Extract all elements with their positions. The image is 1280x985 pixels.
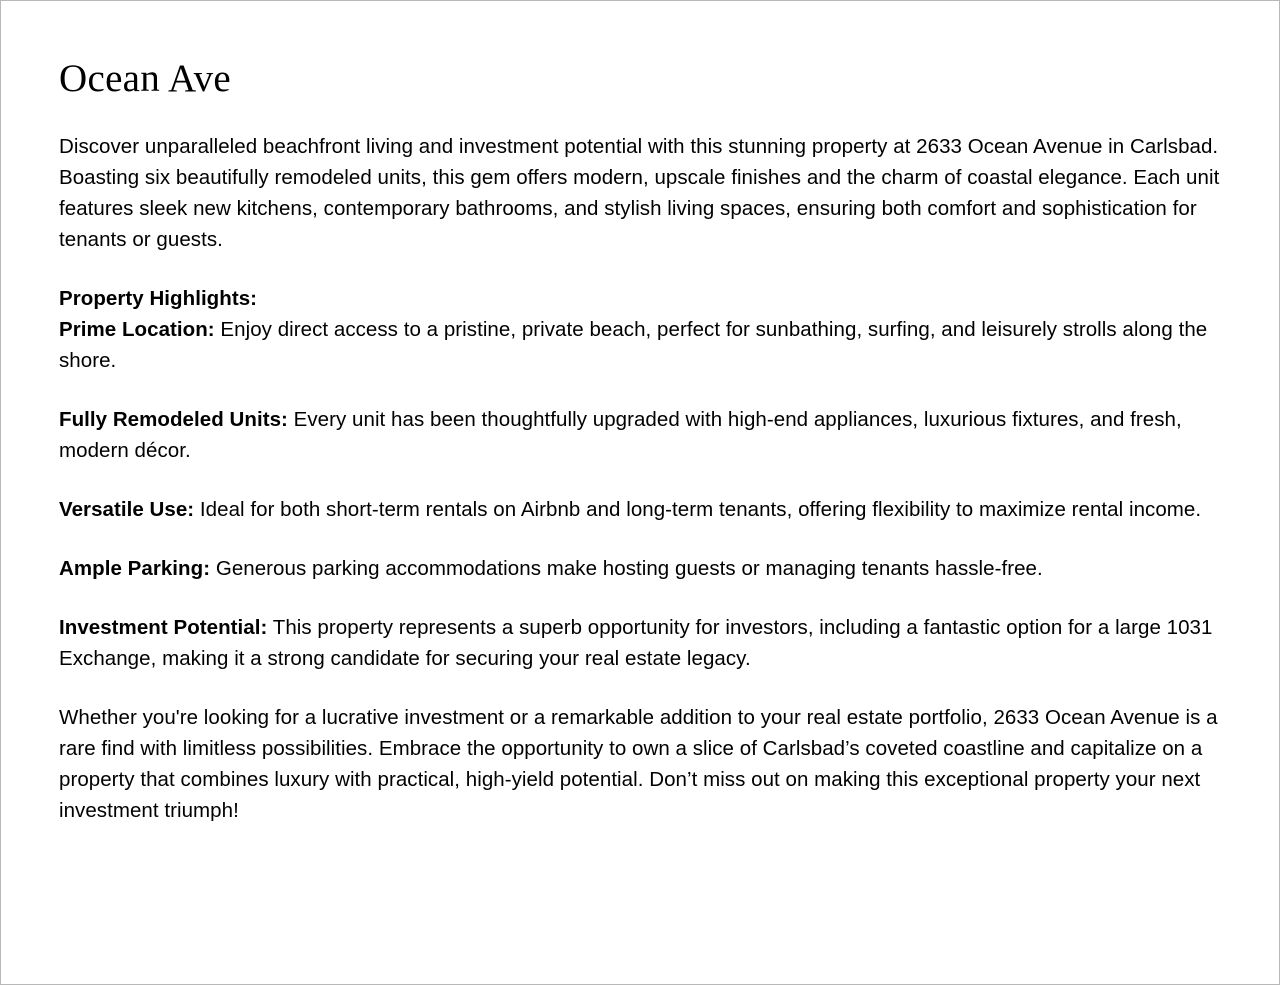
listing-content [59,59,1229,826]
highlight-ample-parking [59,553,1229,584]
highlight-text: This property represents a superb opportunity for investors, including a fantastic option for a large 1031 Exchange, making it a strong candidate for securing your real estate legacy. [59,616,1213,670]
highlight-text: Every unit has been thoughtfully upgraded with high-end appliances, luxurious fixtures, and fresh, modern décor. [59,408,1182,462]
highlight-label: Versatile Use: [59,498,195,521]
highlights-heading: Property Highlights: [59,287,258,310]
highlight-text: Ideal for both short-term rentals on Airbnb and long-term tenants, offering flexibility to maximize rental income. [194,498,1202,521]
highlight-label: Fully Remodeled Units: [59,408,288,431]
highlight-remodeled-units [59,404,1229,466]
highlight-versatile-use [59,494,1229,525]
highlight-label: Prime Location: [59,318,215,341]
intro-paragraph: Discover unparalleled beachfront living and investment potential with this stunning property at 2633 Ocean Avenue in Carlsbad. Boasting six beautifully remodeled units, this gem offers modern, upscale finishes and the charm of coastal elegance. Each unit features sleek new kitchens, contemporary bathrooms, and stylish living spaces, ensuring both comfort and sophistication for tenants or guests. [59,135,1220,251]
highlight-investment-potential [59,612,1229,674]
page-title: Ocean Ave [59,57,231,100]
highlight-label: Investment Potential: [59,616,268,639]
highlight-text: Enjoy direct access to a pristine, private beach, perfect for sunbathing, surfing, and leisurely strolls along the shore. [59,318,1208,372]
highlight-text: Generous parking accommodations make hosting guests or managing tenants hassle-free. [210,557,1043,580]
closing-paragraph: Whether you're looking for a lucrative investment or a remarkable addition to your real estate portfolio, 2633 Ocean Avenue is a rare find with limitless possibilities. Embrace the opportunity to own a slice of Carlsbad’s coveted coastline and capitalize on a property that combines luxury with practical, high-yield potential. Don’t miss out on making this exceptional property your next investment triumph! [59,706,1218,822]
highlight-label: Ample Parking: [59,557,211,580]
highlight-prime-location [59,314,1229,376]
property-highlights [59,283,1229,376]
